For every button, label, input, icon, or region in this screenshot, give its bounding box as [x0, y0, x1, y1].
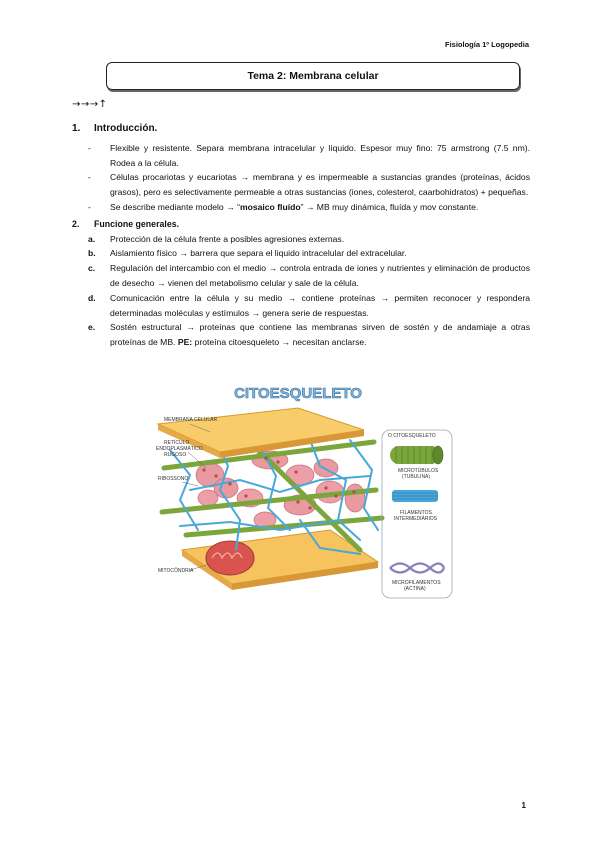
label-ribosome: RIBOSSONO [158, 476, 189, 482]
label-filaments: FILAMENTOS [400, 510, 432, 516]
function-d: Comunicación entre la célula y su medio → contiene proteínas → permiten reconocer y respondera determinadas moléculas y estímulos → genera serie de respuestas. [110, 292, 530, 318]
microtubule-inset [390, 446, 443, 464]
arrow-symbols: →→→↑ [72, 99, 108, 110]
function-a: Protección de la célula frente a posibles agresiones externas. [110, 233, 345, 244]
mosaic-term: mosaico fluído [239, 201, 301, 212]
label-intermediate: INTERMEDIÁRIOS [394, 516, 438, 522]
label-reticulum-3: RUGOSO [164, 452, 187, 458]
section-1-heading [72, 122, 530, 137]
label-tubulin: (TUBULINA) [402, 474, 431, 480]
list-item: - Flexible y resistente. Separa membrana intracelular y líquido. Espesor muy fino: 75 armstrong (7.5 nm). Rodea a la célula. [88, 141, 530, 171]
mitochondrion [206, 541, 254, 575]
title-box [106, 62, 520, 90]
list-item: - Se describe mediante modelo → “mosaico fluído” → MB muy dinámica, fluída y mov constante. [88, 200, 530, 215]
page-number: 1 [521, 801, 526, 810]
list-item: c. Regulación del intercambio con el medio → controla entrada de iones y nutrientes y eliminación de productos de desecho → vienen del metabolismo celular y sale de la célula. [88, 261, 530, 291]
section-1-item-3: Se describe mediante modelo → “mosaico fluído” → MB muy dinámica, fluída y mov constante. [110, 201, 479, 212]
section-1-title: Introducción. [94, 123, 158, 134]
figure-title: CITOESQUELETO [234, 385, 362, 402]
section-2-title: Funcione generales. [94, 218, 180, 229]
cytoskeleton-figure [150, 380, 455, 608]
list-item: b. Aislamiento físico → barrera que separa el liquido intracelular del extracelular. [88, 246, 530, 261]
function-b: Aislamiento físico → barrera que separa el liquido intracelular del extracelular. [110, 248, 407, 259]
function-c: Regulación del intercambio con el medio → controla entrada de iones y nutrientes y eliminación de productos de desecho → vienen del metabolismo celular y sale de la célula. [110, 263, 530, 288]
list-item: a. Protección de la célula frente a posibles agresiones externas. [88, 232, 530, 247]
label-reticulum-2: ENDOPLASMÁTICO [156, 446, 203, 452]
list-item: - Células procariotas y eucariotas → membrana y es impermeable a sustancias grandes (proteínas, ácidos grasos), pero es selectivamente permeable a otras sustancias (iones, colesterol, caarbohidratos) + pequeñas. [88, 170, 530, 200]
document-content [72, 122, 530, 350]
label-cytoskeleton: O CITOESQUELETO [388, 433, 436, 439]
label-actin: (ACTINA) [404, 586, 426, 592]
actin-inset [390, 564, 444, 573]
section-1-item-1: Flexible y resistente. Separa membrana intracelular y líquido. Espesor muy fino: 75 armstrong (7.5 nm). Rodea a la célula. [110, 142, 530, 168]
section-1-number: 1. [72, 123, 81, 134]
section-1-item-2: Células procariotas y eucariotas → membrana y es impermeable a sustancias grandes (proteínas, ácidos grasos), pero es selectivamente permeable a otras sustancias (iones, colesterol, caarbohidratos) + pequeñas. [110, 172, 530, 198]
list-item: d. Comunicación entre la célula y su medio → contiene proteínas → permiten reconocer y respondera determinadas moléculas y estímulos → genera serie de respuestas. [88, 291, 530, 321]
section-2-heading [72, 217, 530, 232]
list-item: e. Sostén estructural → proteínas que contiene las membranas sirven de sostén y de andamiaje a otras proteínas de MB. PE: proteína citoesqueleto → necesitan anclarse. [88, 320, 530, 350]
label-microtubules: MICROTÚBULOS [398, 468, 439, 474]
label-reticulum-1: RETÍCULO [164, 440, 190, 446]
label-membrane: MEMBRANA CELULAR [164, 417, 218, 423]
function-e: Sostén estructural → proteínas que contiene las membranas sirven de sostén y de andamiaje a otras proteínas de MB. PE: proteína citoesqueleto → necesitan anclarse. [110, 322, 530, 348]
course-header: Fisiología 1º Logopedia [445, 40, 529, 49]
label-microfilaments: MICROFILAMENTOS [392, 580, 441, 586]
intermediate-filament-inset [392, 490, 438, 502]
label-mitochondria: MITOCÔNDRIA [158, 568, 194, 574]
section-2-number: 2. [72, 218, 80, 229]
page-title: Tema 2: Membrana celular [247, 70, 379, 82]
